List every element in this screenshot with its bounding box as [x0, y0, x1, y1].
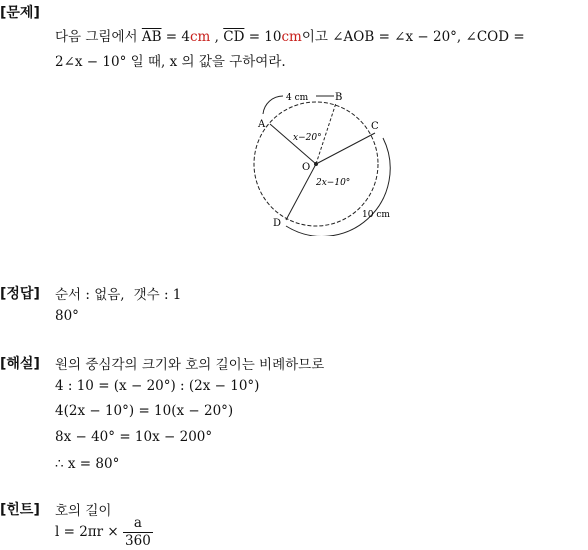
center-point — [314, 162, 318, 166]
problem-text-3: 이고 ∠AOB = ∠x − 20°, ∠COD = — [301, 29, 525, 45]
answer-tag: [정답] — [0, 286, 40, 302]
problem-line-1 — [55, 25, 525, 45]
radius-od — [286, 164, 316, 220]
label-o: O — [302, 162, 311, 173]
explanation-line-5: ∴ x = 80° — [55, 456, 120, 472]
arc-ab-marker-left — [263, 96, 283, 114]
hint-formula — [55, 515, 153, 550]
label-a: A — [258, 119, 266, 130]
unit-cm-2: cm — [281, 29, 302, 45]
arc-ab-length: = 4 — [161, 29, 190, 45]
circle-figure — [248, 86, 398, 236]
problem-text-2: , — [210, 29, 224, 45]
problem-text-1: 다음 그림에서 — [55, 29, 142, 45]
label-c: C — [371, 121, 379, 132]
answer-count: 갯수 : 1 — [133, 287, 182, 303]
answer-order: 순서 : 없음, — [55, 287, 125, 303]
arc-cd: $\overline{CD}$ — [223, 29, 245, 45]
explanation-line-3: 4(2x − 10°) = 10(x − 20°) — [55, 403, 234, 419]
arc-cd-length: = 10 — [244, 29, 282, 45]
radius-oa — [270, 124, 316, 164]
answer-value: 80° — [55, 308, 79, 324]
hint-formula-lhs: l = 2πr × — [55, 524, 119, 540]
hint-line-1: 호의 길이 — [55, 503, 112, 519]
label-b: B — [335, 92, 343, 103]
arc-ab: $\overline{AB}$ — [141, 29, 162, 45]
fraction-denominator: 360 — [125, 533, 151, 549]
problem-tag: [문제] — [0, 5, 40, 21]
problem-line-2: 2∠x − 10° 일 때, x 의 값을 구하여라. — [55, 54, 286, 70]
label-angle-aob: x−20° — [293, 133, 322, 143]
label-d: D — [273, 218, 282, 229]
explanation-line-1: 원의 중심각의 크기와 호의 길이는 비례하므로 — [55, 357, 325, 373]
hint-fraction — [123, 515, 153, 550]
label-angle-cod: 2x−10° — [316, 178, 351, 188]
label-4cm: 4 cm — [286, 93, 309, 103]
explanation-tag: [해설] — [0, 356, 40, 372]
explanation-line-2: 4 : 10 = (x − 20°) : (2x − 10°) — [55, 378, 260, 394]
answer-meta — [55, 283, 181, 303]
hint-tag: [힌트] — [0, 502, 40, 518]
unit-cm-1: cm — [190, 29, 211, 45]
explanation-line-4: 8x − 40° = 10x − 200° — [55, 429, 213, 445]
fraction-numerator: a — [123, 515, 153, 533]
label-10cm: 10 cm — [362, 210, 390, 220]
